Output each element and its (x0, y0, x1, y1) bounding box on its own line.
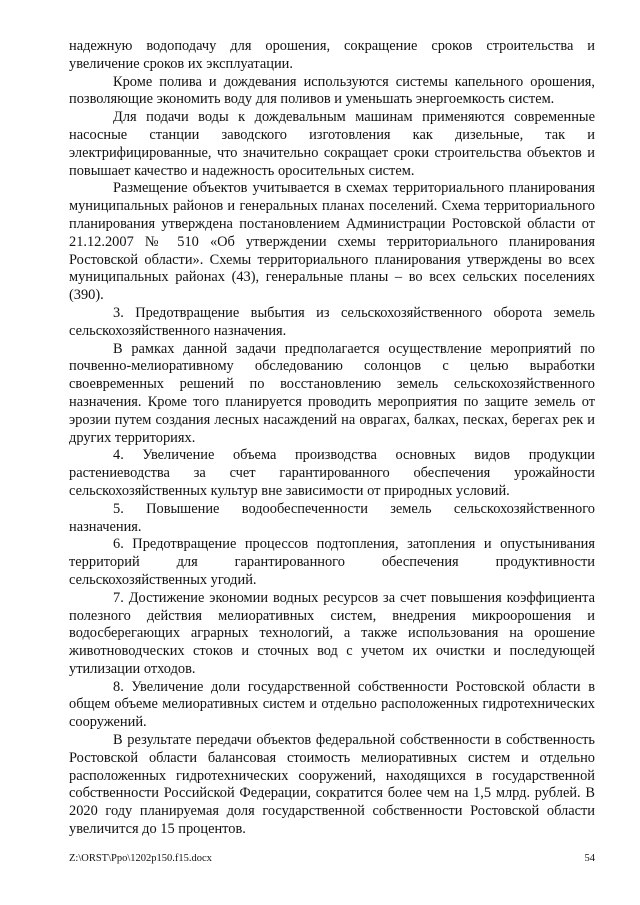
document-body (69, 38, 595, 839)
paragraph-item-7: 7. Достижение экономии водных ресурсов за счет повышения коэффициента полезного действия мелиоративных систем, внедрения микроорошения и водосберегающих аграрных технологий, а также использования на орошение животноводческих стоков и сточных вод с учетом их очистки и последующей утилизации отходов. (69, 589, 595, 677)
paragraph-item-6: 6. Предотвращение процессов подтопления, затопления и опустынивания территорий для гарантированного обеспечения продуктивности сельскохозяйственных угодий. (69, 536, 595, 588)
paragraph-territorial-planning: Размещение объектов учитывается в схемах территориального планирования муниципальных районов и генеральных планах поселений. Схема территориального планирования утверждена постановлением Администрации Ростовской области от 21.12.2007 № 510 «Об утверждении схемы территориального планирования Ростовской области». Схемы территориального планирования утверждены во всех муниципальных районах (43), генеральные планы – во всех сельских поселениях (390). (69, 180, 595, 304)
footer-page-number: 54 (584, 853, 595, 864)
footer-file-path: Z:\ORST\Ppo\1202p150.f15.docx (69, 853, 212, 864)
paragraph-item-5: 5. Повышение водообеспеченности земель сельскохозяйственного назначения. (69, 500, 595, 535)
paragraph-federal-transfer: В результате передачи объектов федеральной собственности в собственность Ростовской области балансовая стоимость мелиоративных систем и отдельно расположенных гидротехнических сооружений, находящихся в государственной собственности Российской Федерации, сократится более чем на 1,5 млрд. рублей. В 2020 году планируемая доля государственной собственности Ростовской области увеличится до 15 процентов. (69, 732, 595, 838)
paragraph-item-3: 3. Предотвращение выбытия из сельскохозяйственного оборота земель сельскохозяйственного назначения. (69, 304, 595, 339)
paragraph-item-8: 8. Увеличение доли государственной собственности Ростовской области в общем объеме мелиоративных систем и отдельно расположенных гидротехнических сооружений. (69, 678, 595, 731)
paragraph-pumping-stations: Для подачи воды к дождевальным машинам применяются современные насосные станции заводского изготовления как дизельные, так и электрифицированные, что значительно сокращает сроки строительства объектов и повышает качество и надежность оросительных систем. (69, 109, 595, 179)
paragraph-drip-irrigation: Кроме полива и дождевания используются системы капельного орошения, позволяющие экономить воду для поливов и уменьшать энергоемкость систем. (69, 73, 595, 108)
paragraph-item-4: 4. Увеличение объема производства основных видов продукции растениеводства за счет гарантированного обеспечения урожайности сельскохозяйственных культур вне зависимости от природных условий. (69, 447, 595, 499)
paragraph-item-3-details: В рамках данной задачи предполагается осуществление мероприятий по почвенно-мелиоративному обследованию солонцов с целью выработки своевременных решений по восстановлению земель сельскохозяйственного назначения. Кроме того планируется проводить мероприятия по защите земель от эрозии путем создания лесных насаждений на оврагах, балках, песках, берегах рек и других территориях. (69, 340, 595, 446)
page-footer (69, 853, 595, 865)
paragraph-continuation: надежную водоподачу для орошения, сокращение сроков строительства и увеличение сроков их эксплуатации. (69, 38, 595, 72)
